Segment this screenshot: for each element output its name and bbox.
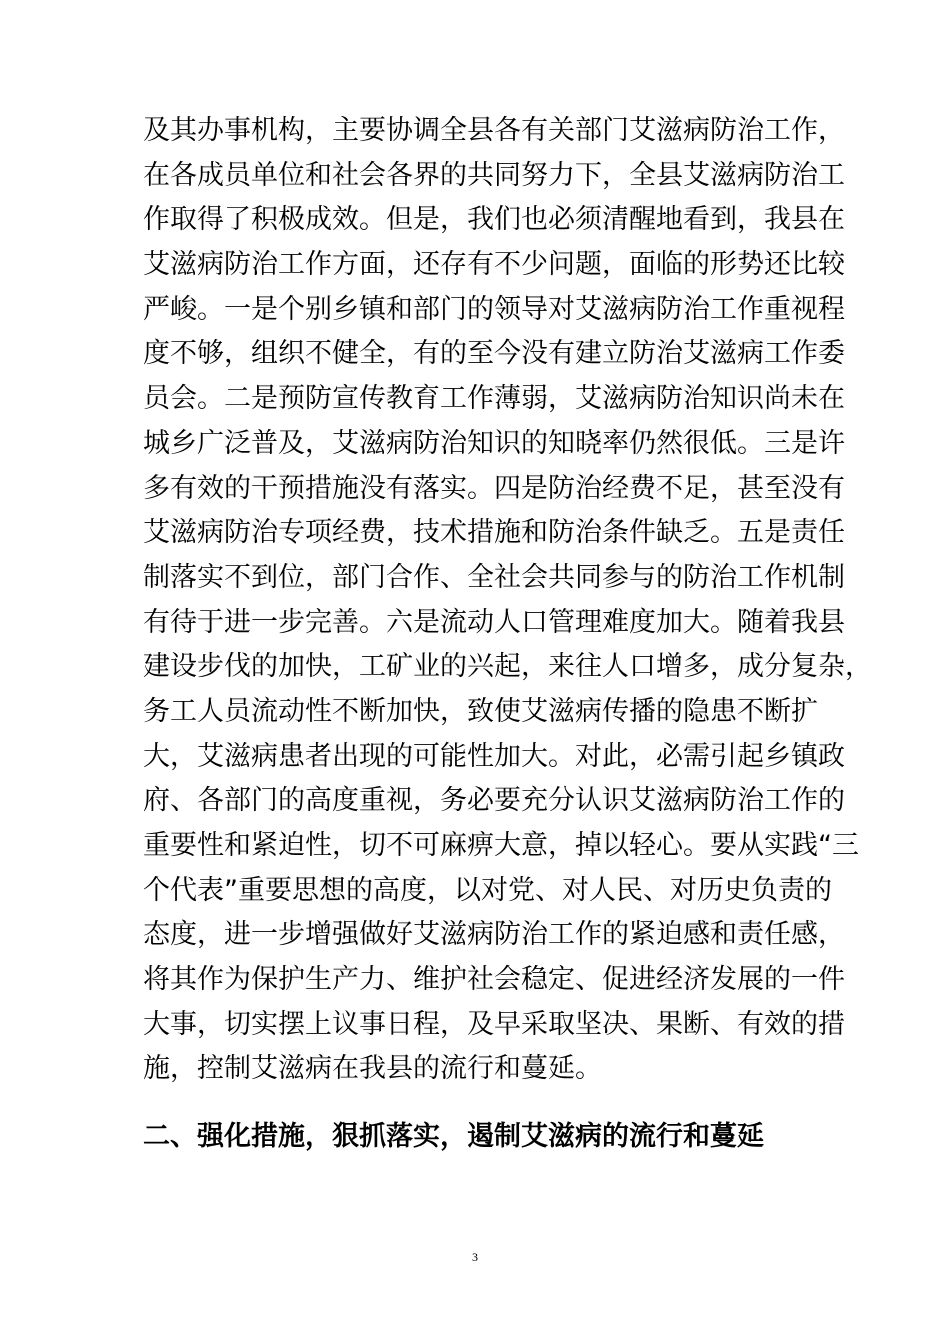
text-line-21: 大事，切实摆上议事日程，及早采取坚决、果断、有效的措: [143, 1008, 845, 1040]
text-line-13: 建设步伐的加快，工矿业的兴起，来往人口增多，成分复杂，: [143, 651, 872, 683]
text-line-16: 府、各部门的高度重视，务必要充分认识艾滋病防治工作的: [143, 785, 845, 817]
text-line-20: 将其作为保护生产力、维护社会稳定、促进经济发展的一件: [143, 964, 845, 996]
body-text: [143, 109, 872, 1092]
text-line-12: 有待于进一步完善。六是流动人口管理难度加大。随着我县: [143, 606, 845, 638]
text-line-22: 施，控制艾滋病在我县的流行和蔓延。: [143, 1053, 602, 1085]
text-line-4: 艾滋病防治工作方面，还存有不少问题，面临的形势还比较: [143, 249, 845, 281]
text-line-11: 制落实不到位，部门合作、全社会共同参与的防治工作机制: [143, 561, 845, 593]
text-line-10: 艾滋病防治专项经费，技术措施和防治条件缺乏。五是责任: [143, 517, 845, 549]
text-line-15: 大，艾滋病患者出现的可能性加大。对此，必需引起乡镇政: [143, 740, 845, 772]
text-line-2: 在各成员单位和社会各界的共同努力下，全县艾滋病防治工: [143, 159, 845, 191]
text-line-14: 务工人员流动性不断加快，致使艾滋病传播的隐患不断扩: [143, 695, 818, 727]
text-line-18: 个代表”重要思想的高度，以对党、对人民、对历史负责的: [143, 874, 832, 906]
section-heading: 二、强化措施，狠抓落实，遏制艾滋病的流行和蔓延: [143, 1121, 764, 1152]
text-line-8: 城乡广泛普及，艾滋病防治知识的知晓率仍然很低。三是许: [143, 427, 845, 459]
text-line-3: 作取得了积极成效。但是，我们也必须清醒地看到，我县在: [143, 204, 845, 236]
text-line-7: 员会。二是预防宣传教育工作薄弱，艾滋病防治知识尚未在: [143, 383, 845, 415]
text-line-17: 重要性和紧迫性，切不可麻痹大意，掉以轻心。要从实践“三: [143, 830, 859, 861]
text-line-9: 多有效的干预措施没有落实。四是防治经费不足，甚至没有: [143, 472, 845, 504]
text-line-1: 及其办事机构，主要协调全县各有关部门艾滋病防治工作，: [143, 115, 845, 146]
page-number: 3: [472, 1250, 478, 1264]
text-line-6: 度不够，组织不健全，有的至今没有建立防治艾滋病工作委: [143, 338, 845, 370]
text-line-5: 严峻。一是个别乡镇和部门的领导对艾滋病防治工作重视程: [143, 293, 845, 325]
text-line-19: 态度，进一步增强做好艾滋病防治工作的紧迫感和责任感，: [143, 919, 845, 951]
